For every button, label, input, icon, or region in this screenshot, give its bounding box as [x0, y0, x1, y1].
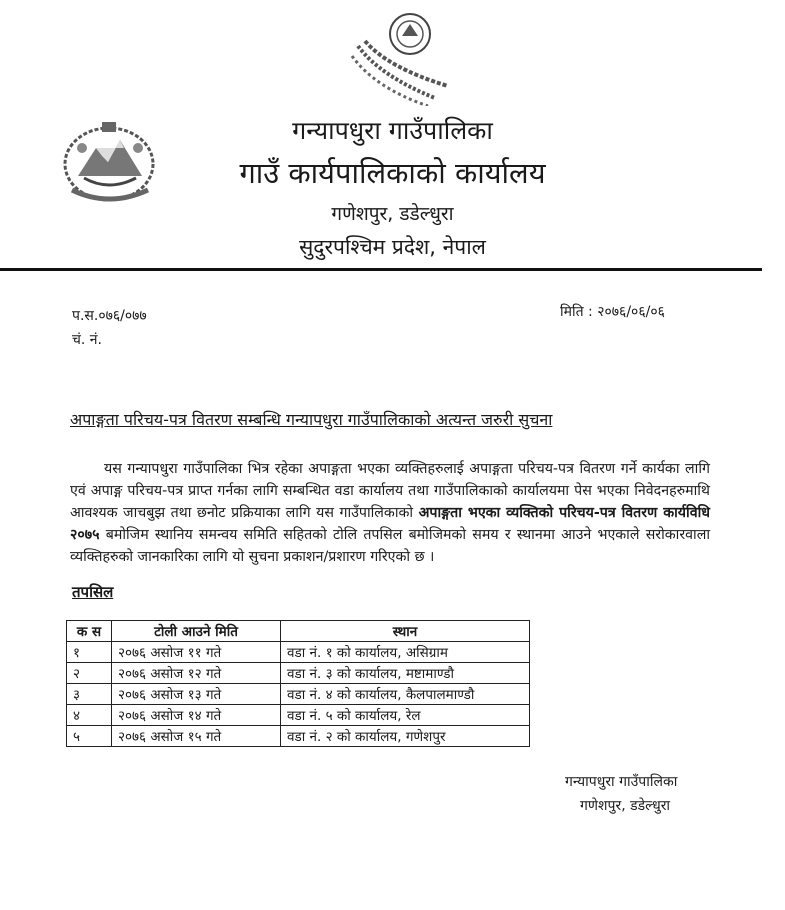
body-text-1: यस गन्यापधुरा गाउँपालिका भित्र रहेका अपाङ्गता भएका व्यक्तिहरुलाई अपाङ्गता परिचय-पत्र वितरण गर्ने कार्यका लागि एवं अपाङ्ग परिचय-पत्र प्राप्त गर्नका लागि सम्बन्धित वडा कार्यालय तथा गाउँपालिकाको कार्यालयमा पेस भएका निवेदनहरुमाथि आवश्यक जाचबुझ तथा छनोट प्रक्रियाका लागि यस गाउँपालिकाको — [70, 461, 710, 521]
header-date: टोली आउने मिति — [112, 621, 281, 642]
province-country: सुदुरपश्चिम प्रदेश, नेपाल — [299, 235, 486, 259]
row-place: वडा नं. ३ को कार्यालय, मष्टामाण्डौ — [281, 663, 530, 684]
letter-date: मिति : २०७६/०६/०६ — [560, 304, 665, 320]
dispatch-number: चं. नं. — [72, 332, 103, 348]
table-header-row — [67, 621, 530, 642]
municipality-name: गन्यापधुरा गाउँपालिका — [292, 116, 493, 145]
schedule-heading: तपसिल — [72, 583, 114, 601]
header-place: स्थान — [281, 621, 530, 642]
notice-body — [70, 458, 710, 568]
table-row — [67, 684, 530, 705]
table-row — [67, 663, 530, 684]
table-row — [67, 705, 530, 726]
signatory-office: गन्यापधुरा गाउँपालिका — [565, 774, 678, 790]
header-divider — [0, 268, 762, 271]
row-date: २०७६ असोज ११ गते — [112, 642, 281, 663]
signatory-address: गणेशपुर, डडेल्धुरा — [580, 798, 671, 814]
office-address: गणेशपुर, डडेल्धुरा — [331, 203, 454, 225]
notice-subject: अपाङ्गता परिचय-पत्र वितरण सम्बन्धि गन्यापधुरा गाउँपालिकाको अत्यन्त जरुरी सुचना — [70, 410, 553, 429]
row-place: वडा नं. २ को कार्यालय, गणेशपुर — [281, 726, 530, 747]
row-serial: २ — [67, 663, 112, 684]
table-row — [67, 726, 530, 747]
row-serial: १ — [67, 642, 112, 663]
row-date: २०७६ असोज १२ गते — [112, 663, 281, 684]
body-text-2: बमोजिम स्थानिय समन्वय समिति सहितको टोलि तपसिल बमोजिमको समय र स्थानमा आउने भएकाले सरोकारवाला व्यक्तिहरुको जानकारिका लागि यो सुचना प्रकाशन/प्रशारण गरिएको छ । — [70, 527, 710, 565]
table-row — [67, 642, 530, 663]
office-name: गाउँ कार्यपालिकाको कार्यालय — [239, 156, 546, 190]
reference-number: प.स.०७६/०७७ — [72, 308, 147, 324]
row-date: २०७६ असोज १४ गते — [112, 705, 281, 726]
schedule-table — [66, 620, 530, 747]
office-stamp — [340, 6, 460, 106]
row-date: २०७६ असोज १३ गते — [112, 684, 281, 705]
row-serial: ४ — [67, 705, 112, 726]
row-place: वडा नं. ४ को कार्यालय, कैलपालमाण्डौ — [281, 684, 530, 705]
row-date: २०७६ असोज १५ गते — [112, 726, 281, 747]
row-serial: ५ — [67, 726, 112, 747]
body-bold-procedure: अपाङ्गता भएका व्यक्तिको परिचय-पत्र वितरण कार्यविधि २०७५ — [70, 505, 711, 543]
row-place: वडा नं. ५ को कार्यालय, रेल — [281, 705, 530, 726]
row-place: वडा नं. १ को कार्यालय, असिग्राम — [281, 642, 530, 663]
row-serial: ३ — [67, 684, 112, 705]
header-serial: क स — [67, 621, 112, 642]
